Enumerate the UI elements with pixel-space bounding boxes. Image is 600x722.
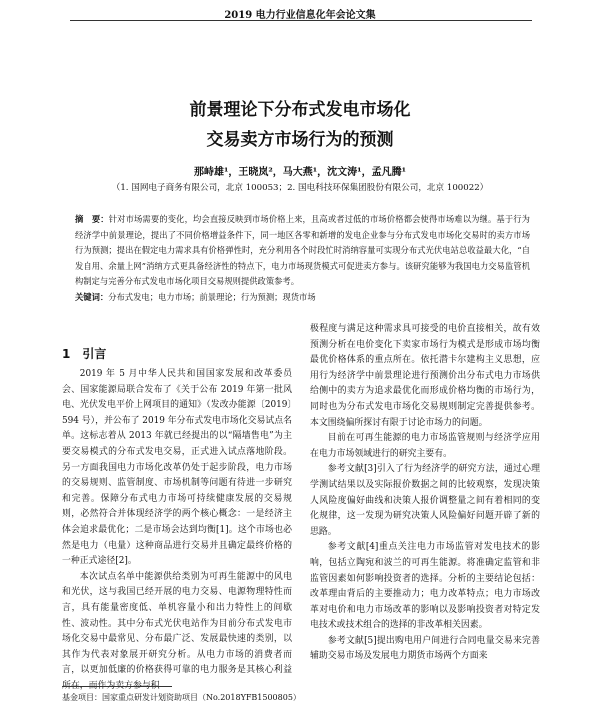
abstract-text: 针对市场需要的变化，均会直接反映到市场价格上来，且高或者过低的市场价格都会使得市场难以为继。基于行为经济学中前景理论，提出了不同价格增益条件下，同一地区各零和新增的发电企业参与分布式发电市场化交易时的卖方市场行为预测；提出在假定电力需求具有价格弹性时，充分利用各个时段忙时消纳容量可实现分布式光伏电站总收益最大化，“自发自用、余量上网”消纳方式更具备经济性的特点下，电力市场现货模式可促进卖方参与。该研究能够为我国电力交易监管机构制定与完善分布式发电市场化项目交易规则提供政策参考。 xyxy=(75,214,530,286)
keywords-label: 关键词： xyxy=(75,292,109,302)
abstract xyxy=(75,212,530,290)
authors: 那峙雄¹，王晓岚²，马大燕¹，沈文涛¹，孟凡腾¹ xyxy=(194,167,406,178)
paragraph: 参考文献[3]引入了行为经济学的研究方法，通过心理学测试结果以及实际报价数据之间的比较观察，发现决策人风险度偏好曲线和决策人报价调整量之间有着相同的变化规律，这一发现为研究决策人风险偏好问题开辟了新的思路。 xyxy=(310,464,540,537)
keywords xyxy=(75,290,530,305)
running-header: 2019 电力行业信息化年会论文集 xyxy=(224,10,376,21)
title-line-1: 前景理论下分布式发电市场化 xyxy=(189,100,411,120)
header-rule xyxy=(70,20,532,21)
left-column xyxy=(62,345,292,694)
abstract-label: 摘 要： xyxy=(75,214,109,224)
right-column xyxy=(310,322,540,665)
section-heading: 1 引言 xyxy=(62,347,107,361)
paper-title xyxy=(0,95,600,155)
paragraph: 参考文献[4]重点关注电力市场监管对发电技术的影响，包括立陶宛和波兰的可再生能源。将准确定监管和非监管因素如何影响投资者的选择。分析的主要结论包括：改革理由背后的主要推动力；电力改革特点；电力市场改革对电价和电力市场改革的影响以及影响投资者对特定发电技术或技术组合的选择的非改革相关因素。 xyxy=(310,542,540,631)
paragraph: 目前在可再生能源的电力市场监管规则与经济学应用在电力市场领域进行的研究主要有。 xyxy=(310,433,540,459)
footnote: 基金项目：国家重点研发计划资助项目（No.2018YFB1500805） xyxy=(62,693,301,702)
keywords-text: 分布式发电；电力市场；前景理论；行为预测；现货市场 xyxy=(108,292,316,302)
title-line-2: 交易卖方市场行为的预测 xyxy=(206,130,394,150)
paragraph: 极程度与满足这种需求具可接受的电价直接相关，故有效预测分析在电价变化下卖家市场行为模式是形成市场均衡最优价格体系的重点所在。依托潜卡尔建构主义思想，应用行为经济学中前景理论进行预测价出分布式电力市场供给侧中的卖方为追求最优化而形成价格均衡的市场行为，同时也为分布式发电市场化交易规则制定完善提供参考。本文围绕偏所探讨有限于讨论市场力的问题。 xyxy=(310,324,540,428)
paragraph: 本次试点名单中能源供给类别为可再生能源中的风电和光伏，这与我国已经开展的电力交易、电源物理特性而言，具有能量密度低、单机容量小和出力特性上的间歇性、波动性。其中分布式光伏电站作为目前分布式发电市场化交易中最常见、分布最广泛、发展最快速的类别，以其作为代表对象展开研究分析。从电力市场的消费者而言，以更加低廉的价格获得可靠的电力服务是其核心利益所在，而作为卖方参与积 xyxy=(62,571,292,691)
footnote-rule xyxy=(62,686,172,687)
paragraph: 参考文献[5]提出购电用户间进行合同电量交易来完善辅助交易市场及发展电力期货市场两个方面来 xyxy=(310,635,540,662)
affiliation: （1. 国网电子商务有限公司，北京 100053；2. 国电科技环保集团股份有限公司，北京 100022） xyxy=(111,183,489,193)
paragraph: 2019 年 5 月中华人民共和国国家发展和改革委员会、国家能源局联合发布了《关于公布 2019 年第一批风电、光伏发电平价上网项目的通知》（发改办能源〔2019〕594 号），并公布了 2019 年分布式发电市场化交易试点名单。这标志着从 2013 年就已经提出的以“隔墙售电”为主要交易模式的分布式发电交易，正式进入试点落地阶段。另一方面我国电力市场化改革仍处于起步阶段，电力市场的交易规则、监管制度、市场机制等问题有待进一步研究和完善。保障分布式电力市场可持续健康发展的交易规则，必然符合并体现经济学的两个核心概念：一是经济主体会追求最优化；二是市场会达到均衡[1]。这个市场也必然是电力（电量）这种商品进行交易并且确定最终价格的一种正式途径[2]。 xyxy=(62,369,292,567)
